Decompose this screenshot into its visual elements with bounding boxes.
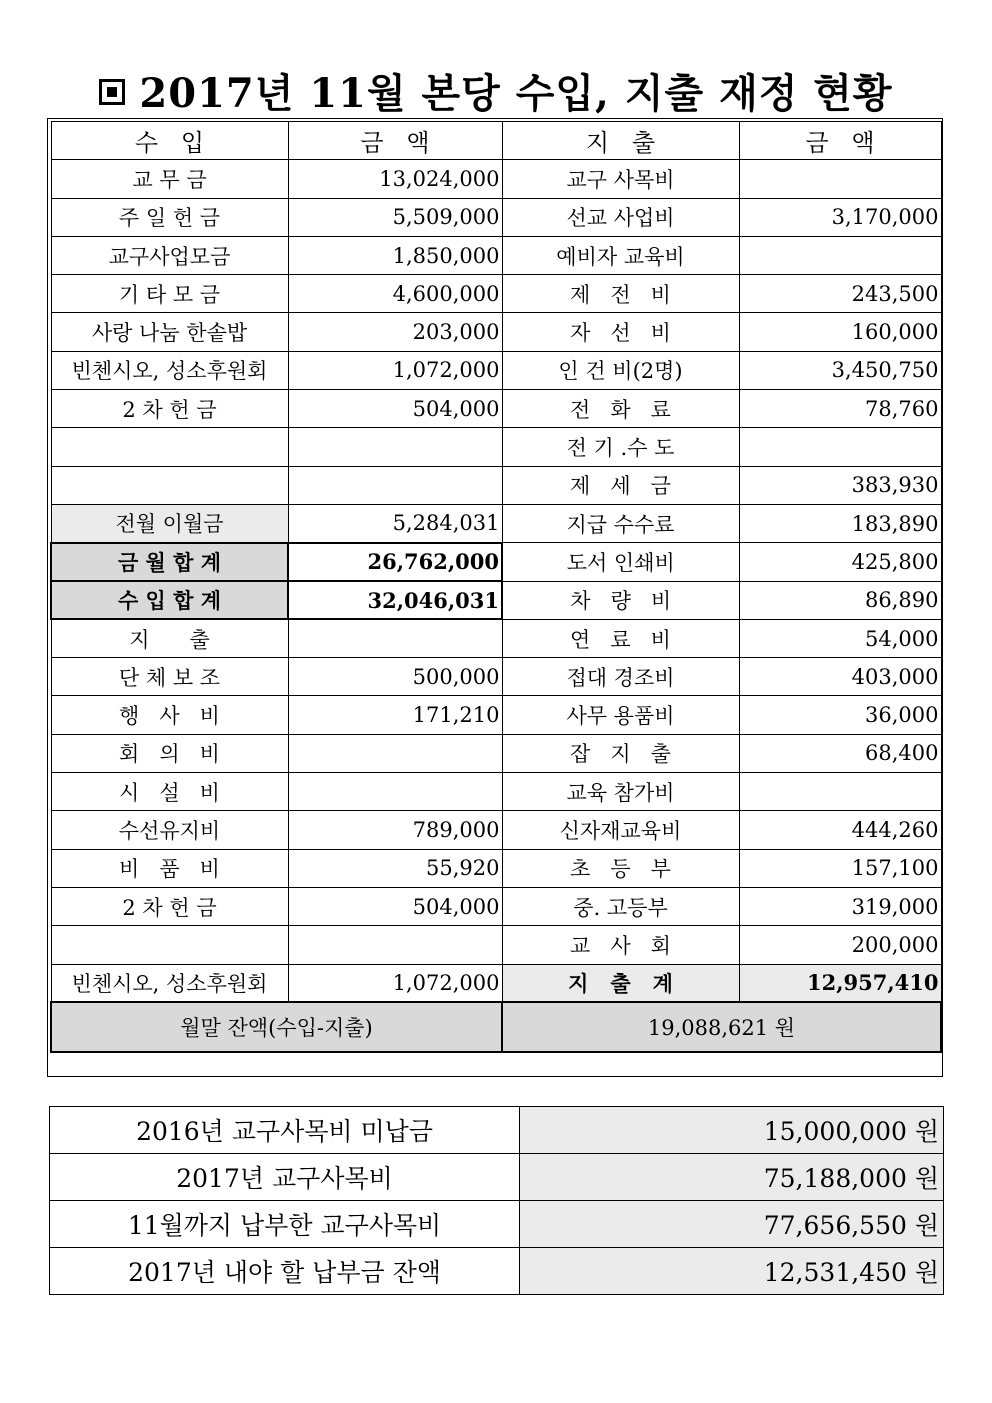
balance-row [51, 1002, 941, 1052]
income-label: 수선유지비 [51, 811, 288, 849]
income-label [51, 466, 288, 504]
summary-row [50, 1154, 944, 1201]
table-row [51, 428, 941, 466]
table-row [51, 160, 941, 198]
expense-label: 지급 수수료 [502, 504, 739, 542]
expense-amount: 403,000 [739, 658, 941, 696]
income-amount: 789,000 [288, 811, 502, 849]
balance-value: 19,088,621 원 [502, 1002, 941, 1052]
income-label: 주 일 헌 금 [51, 198, 288, 236]
table-row [51, 275, 941, 313]
income-label: 전월 이월금 [51, 504, 288, 542]
income-amount: 171,210 [288, 696, 502, 734]
income-amount: 500,000 [288, 658, 502, 696]
header-income: 수 입 [51, 122, 288, 160]
expense-amount [739, 773, 941, 811]
expense-label: 중. 고등부 [502, 887, 739, 925]
income-label: 회 의 비 [51, 734, 288, 772]
income-label: 2 차 헌 금 [51, 390, 288, 428]
income-label: 지 출 [51, 619, 288, 657]
expense-label: 예비자 교육비 [502, 236, 739, 274]
table-row [51, 351, 941, 389]
table-row [51, 773, 941, 811]
expense-amount: 86,890 [739, 581, 941, 619]
table-row [51, 198, 941, 236]
income-label: 수 입 합 계 [51, 581, 288, 619]
expense-label: 사무 용품비 [502, 696, 739, 734]
expense-amount: 68,400 [739, 734, 941, 772]
summary-value: 12,531,450 원 [520, 1248, 944, 1295]
summary-value: 77,656,550 원 [520, 1201, 944, 1248]
table-row [51, 236, 941, 274]
expense-amount: 183,890 [739, 504, 941, 542]
header-expense: 지 출 [502, 122, 739, 160]
table-row [51, 619, 941, 657]
table-header-row [51, 122, 941, 160]
income-label: 비 품 비 [51, 849, 288, 887]
summary-table [49, 1106, 944, 1295]
expense-label: 교 사 회 [502, 926, 739, 964]
income-amount: 1,072,000 [288, 964, 502, 1002]
income-amount: 1,072,000 [288, 351, 502, 389]
expense-amount: 444,260 [739, 811, 941, 849]
expense-label: 전 기 .수 도 [502, 428, 739, 466]
expense-label: 자 선 비 [502, 313, 739, 351]
expense-amount: 3,450,750 [739, 351, 941, 389]
checkbox-square-icon [99, 79, 125, 105]
income-amount: 5,284,031 [288, 504, 502, 542]
table-row [51, 313, 941, 351]
expense-amount [739, 428, 941, 466]
title-text: 2017년 11월 본당 수입, 지출 재정 현황 [139, 70, 893, 117]
expense-total-amount: 12,957,410 [739, 964, 941, 1002]
summary-label: 2016년 교구사목비 미납금 [50, 1107, 520, 1154]
expense-label: 교구 사목비 [502, 160, 739, 198]
summary-label: 2017년 내야 할 납부금 잔액 [50, 1248, 520, 1295]
table-row [51, 581, 941, 619]
income-amount: 55,920 [288, 849, 502, 887]
income-amount: 32,046,031 [288, 581, 502, 619]
expense-label: 연 료 비 [502, 619, 739, 657]
summary-row [50, 1107, 944, 1154]
header-expense-amount: 금 액 [739, 122, 941, 160]
income-label: 사랑 나눔 한솥밥 [51, 313, 288, 351]
income-amount [288, 619, 502, 657]
table-row [51, 504, 941, 542]
table-row [51, 543, 941, 581]
income-amount: 13,024,000 [288, 160, 502, 198]
expense-amount: 78,760 [739, 390, 941, 428]
expense-label: 인 건 비(2명) [502, 351, 739, 389]
summary-row [50, 1201, 944, 1248]
expense-amount: 319,000 [739, 887, 941, 925]
table-row [51, 466, 941, 504]
income-label: 시 설 비 [51, 773, 288, 811]
table-row [51, 849, 941, 887]
income-label: 기 타 모 금 [51, 275, 288, 313]
expense-label: 제 세 금 [502, 466, 739, 504]
summary-label: 11월까지 납부한 교구사목비 [50, 1201, 520, 1248]
expense-label: 교육 참가비 [502, 773, 739, 811]
expense-label: 차 량 비 [502, 581, 739, 619]
expense-label: 접대 경조비 [502, 658, 739, 696]
table-row [51, 926, 941, 964]
income-label: 교구사업모금 [51, 236, 288, 274]
income-label: 교 무 금 [51, 160, 288, 198]
expense-label: 잡 지 출 [502, 734, 739, 772]
expense-amount: 36,000 [739, 696, 941, 734]
income-label: 금 월 합 계 [51, 543, 288, 581]
expense-amount: 200,000 [739, 926, 941, 964]
income-amount: 5,509,000 [288, 198, 502, 236]
income-label: 2 차 헌 금 [51, 887, 288, 925]
table-row [51, 658, 941, 696]
income-label: 빈첸시오, 성소후원회 [51, 351, 288, 389]
page-title [0, 62, 992, 119]
expense-amount: 243,500 [739, 275, 941, 313]
balance-label: 월말 잔액(수입-지출) [51, 1002, 502, 1052]
table-row [51, 887, 941, 925]
income-amount [288, 773, 502, 811]
expense-amount [739, 160, 941, 198]
expense-label: 선교 사업비 [502, 198, 739, 236]
income-amount: 504,000 [288, 887, 502, 925]
expense-amount: 160,000 [739, 313, 941, 351]
income-amount [288, 428, 502, 466]
income-label [51, 926, 288, 964]
expense-amount: 425,800 [739, 543, 941, 581]
income-amount: 203,000 [288, 313, 502, 351]
summary-row [50, 1248, 944, 1295]
expense-amount: 3,170,000 [739, 198, 941, 236]
expense-total-label: 지 출 계 [502, 964, 739, 1002]
table-row [51, 811, 941, 849]
expense-amount: 383,930 [739, 466, 941, 504]
finance-table [50, 121, 942, 1053]
income-label [51, 428, 288, 466]
income-amount: 26,762,000 [288, 543, 502, 581]
expense-amount [739, 236, 941, 274]
income-label: 빈첸시오, 성소후원회 [51, 964, 288, 1002]
income-label: 단 체 보 조 [51, 658, 288, 696]
expense-label: 전 화 료 [502, 390, 739, 428]
header-income-amount: 금 액 [288, 122, 502, 160]
summary-value: 15,000,000 원 [520, 1107, 944, 1154]
income-amount [288, 926, 502, 964]
table-row [51, 696, 941, 734]
income-amount [288, 466, 502, 504]
income-amount: 4,600,000 [288, 275, 502, 313]
expense-label: 제 전 비 [502, 275, 739, 313]
income-amount: 1,850,000 [288, 236, 502, 274]
income-label: 행 사 비 [51, 696, 288, 734]
expense-amount: 54,000 [739, 619, 941, 657]
expense-label: 신자재교육비 [502, 811, 739, 849]
table-row [51, 964, 941, 1002]
expense-label: 도서 인쇄비 [502, 543, 739, 581]
table-row [51, 390, 941, 428]
income-amount [288, 734, 502, 772]
income-amount: 504,000 [288, 390, 502, 428]
expense-label: 초 등 부 [502, 849, 739, 887]
table-row [51, 734, 941, 772]
expense-amount: 157,100 [739, 849, 941, 887]
summary-label: 2017년 교구사목비 [50, 1154, 520, 1201]
summary-value: 75,188,000 원 [520, 1154, 944, 1201]
